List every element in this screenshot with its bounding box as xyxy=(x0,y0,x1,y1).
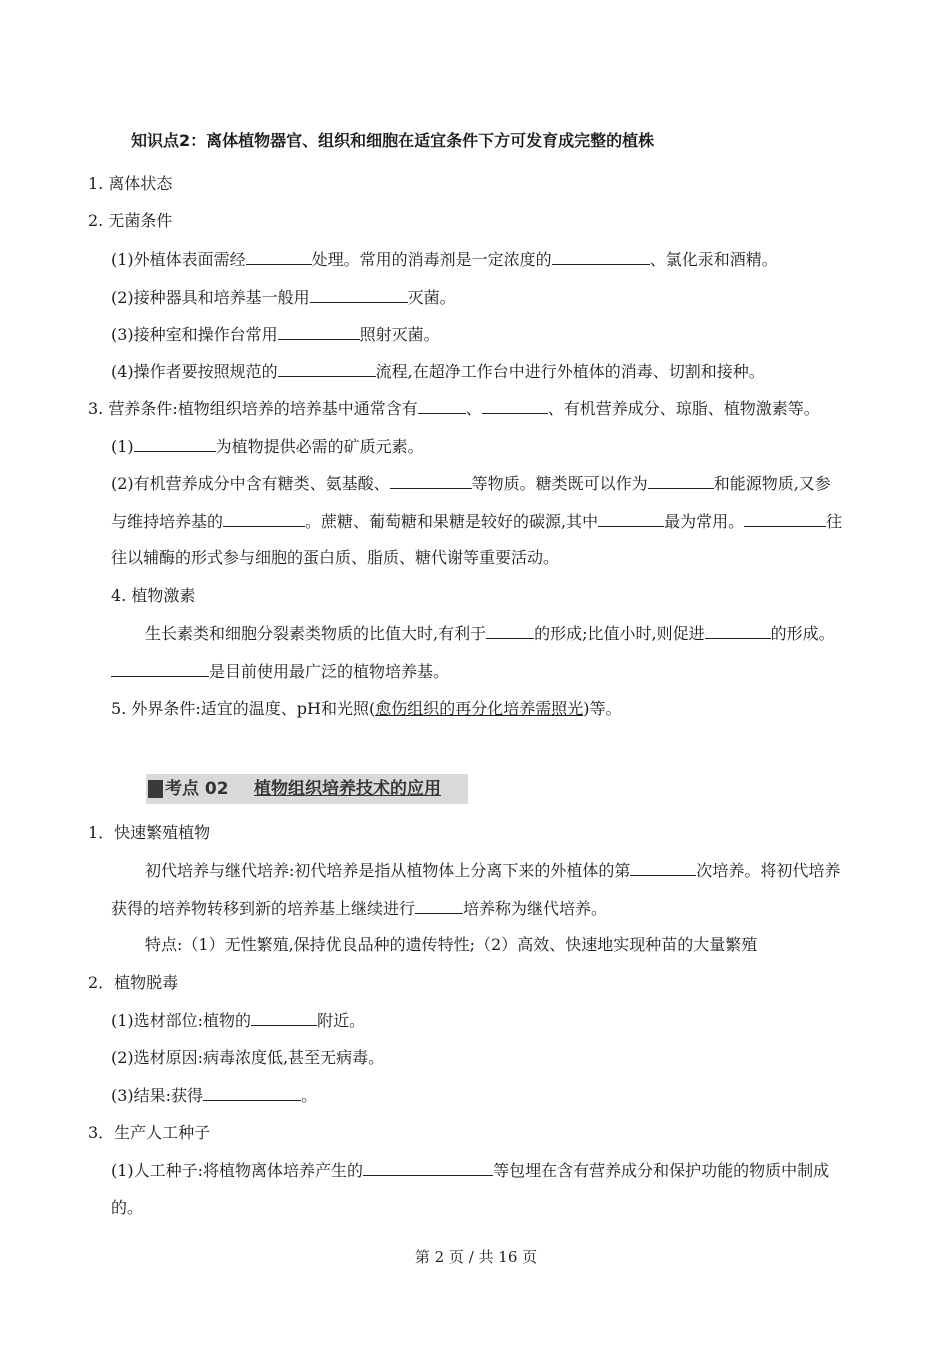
section-banner xyxy=(146,774,468,804)
fill-blank xyxy=(744,509,826,527)
list-item xyxy=(111,434,424,459)
text: 初代培养与继代培养:初代培养是指从植物体上分离下来的外植体的第 xyxy=(145,861,631,880)
list-item xyxy=(111,247,778,272)
fill-blank xyxy=(390,471,472,489)
list-item xyxy=(88,396,820,421)
fill-blank xyxy=(598,509,664,527)
text: (4)操作者要按照规范的 xyxy=(111,362,278,381)
text: 往 xyxy=(826,512,843,531)
fill-blank xyxy=(552,247,650,265)
text: (1)外植体表面需经 xyxy=(111,250,246,269)
fill-blank xyxy=(111,659,209,677)
fill-blank xyxy=(486,621,534,639)
list-item: 1．快速繁殖植物 xyxy=(88,823,211,842)
text: 处理。常用的消毒剂是一定浓度的 xyxy=(311,250,552,269)
page-number: 第 2 页 / 共 16 页 xyxy=(414,1248,538,1266)
text: 流程,在超净工作台中进行外植体的消毒、切割和接种。 xyxy=(375,362,765,381)
list-item: 4. 植物激素 xyxy=(111,586,196,605)
list-item xyxy=(111,1158,829,1183)
fill-blank xyxy=(278,322,360,340)
list-item xyxy=(145,858,840,883)
list-item xyxy=(111,1008,365,1033)
list-item xyxy=(111,659,449,684)
fill-blank xyxy=(251,1008,317,1026)
list-item xyxy=(111,285,456,310)
list-item xyxy=(111,509,842,534)
text: 的形成。 xyxy=(770,624,835,643)
text: (1)选材部位:植物的 xyxy=(111,1011,252,1030)
text: 最为常用。 xyxy=(664,512,745,531)
section-label: 考点 02 xyxy=(165,779,229,799)
list-item xyxy=(111,896,607,921)
list-item: (2)选材原因:病毒浓度低,甚至无病毒。 xyxy=(111,1048,385,1067)
list-item: 2．植物脱毒 xyxy=(88,973,179,992)
text: 等物质。糖类既可以作为 xyxy=(471,474,648,493)
list-item xyxy=(111,359,765,384)
fill-blank xyxy=(630,858,696,876)
text: 。蔗糖、葡萄糖和果糖是较好的碳源,其中 xyxy=(305,512,599,531)
text: (2)有机营养成分中含有糖类、氨基酸、 xyxy=(111,474,390,493)
fill-blank xyxy=(705,621,771,639)
text: 等包埋在含有营养成分和保护功能的物质中制成 xyxy=(493,1161,830,1180)
text: 培养称为继代培养。 xyxy=(463,899,608,918)
text: 、氯化汞和酒精。 xyxy=(649,250,778,269)
list-item xyxy=(111,1083,317,1108)
list-item xyxy=(145,621,835,646)
text: 与维持培养基的 xyxy=(111,512,224,531)
list-item: 1. 离体状态 xyxy=(88,174,173,193)
text: 和能源物质,又参 xyxy=(713,474,831,493)
square-icon xyxy=(148,780,163,798)
list-item xyxy=(111,471,831,496)
text: 次培养。将初代培养 xyxy=(696,861,841,880)
text: (1) xyxy=(111,437,134,456)
fill-blank xyxy=(278,359,376,377)
list-item: 往以辅酶的形式参与细胞的蛋白质、脂质、糖代谢等重要活动。 xyxy=(111,548,560,567)
text: (2)接种器具和培养基一般用 xyxy=(111,288,310,307)
text: 附近。 xyxy=(317,1011,366,1030)
text: 。 xyxy=(301,1086,318,1105)
section-heading: 知识点2：离体植物器官、组织和细胞在适宜条件下方可发育成完整的植株 xyxy=(131,131,655,150)
text: 、有机营养成分、琼脂、植物激素等。 xyxy=(547,399,820,418)
text: 的形成;比值小时,则促进 xyxy=(534,624,705,643)
list-item: 2. 无菌条件 xyxy=(88,211,173,230)
fill-blank xyxy=(246,247,312,265)
section-title: 植物组织培养技术的应用 xyxy=(254,779,441,799)
text: 5. 外界条件:适宜的温度、pH和光照( xyxy=(111,699,376,718)
text: 、 xyxy=(465,399,482,418)
fill-blank xyxy=(482,396,548,414)
fill-blank xyxy=(223,509,305,527)
text: )等。 xyxy=(583,699,622,718)
fill-blank xyxy=(363,1158,493,1176)
text: 获得的培养物转移到新的培养基上继续进行 xyxy=(111,899,416,918)
text: (3)接种室和操作台常用 xyxy=(111,325,278,344)
fill-blank xyxy=(415,896,463,914)
text: 是目前使用最广泛的植物培养基。 xyxy=(209,662,450,681)
text: 灭菌。 xyxy=(407,288,456,307)
fill-blank xyxy=(310,285,408,303)
list-item xyxy=(111,322,440,347)
text: 生长素类和细胞分裂素类物质的比值大时,有利于 xyxy=(145,624,487,643)
underlined-text: 愈伤组织的再分化培养需照光 xyxy=(375,699,584,718)
fill-blank xyxy=(418,396,466,414)
text: (3)结果:获得 xyxy=(111,1086,204,1105)
text: 为植物提供必需的矿质元素。 xyxy=(215,437,424,456)
list-item xyxy=(111,697,621,721)
fill-blank xyxy=(134,434,216,452)
text: 照射灭菌。 xyxy=(359,325,440,344)
fill-blank xyxy=(203,1083,301,1101)
list-item: 特点:（1）无性繁殖,保持优良品种的遗传特性;（2）高效、快速地实现种苗的大量繁殖 xyxy=(145,935,758,954)
fill-blank xyxy=(648,471,714,489)
text: 3. 营养条件:植物组织培养的培养基中通常含有 xyxy=(88,399,418,418)
list-item: 3．生产人工种子 xyxy=(88,1123,211,1142)
text: (1)人工种子:将植物离体培养产生的 xyxy=(111,1161,364,1180)
list-item: 的。 xyxy=(111,1198,144,1217)
